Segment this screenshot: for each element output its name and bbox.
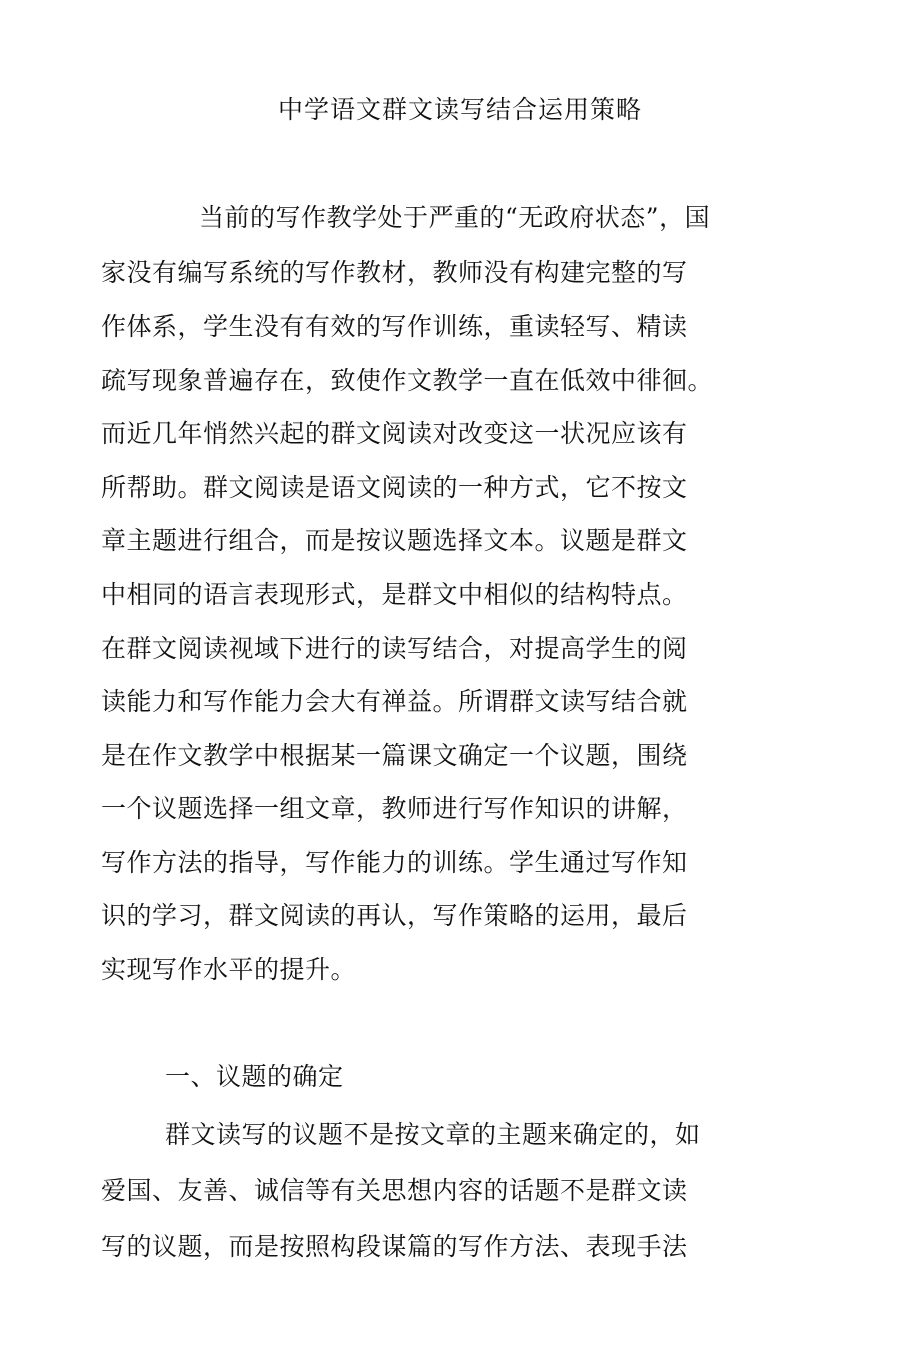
paragraph1-line-14: 识的学习，群文阅读的再认，写作策略的运用，最后 [101,901,688,930]
paragraph1-line-8: 中相同的语言表现形式，是群文中相似的结构特点。 [101,580,688,609]
paragraph2-line-1: 群文读写的议题不是按文章的主题来确定的，如 [165,1120,701,1149]
paragraph1-line-12: 一个议题选择一组文章，教师进行写作知识的讲解， [101,794,688,823]
paragraph1-line-2: 家没有编写系统的写作教材，教师没有构建完整的写 [101,258,688,287]
document-title: 中学语文群文读写结合运用策略 [277,95,642,124]
paragraph1-line-9: 在群文阅读视域下进行的读写结合，对提高学生的阅 [101,634,688,663]
paragraph1-line-10: 读能力和写作能力会大有禅益。所谓群文读写结合就 [101,687,688,716]
paragraph1-line-6: 所帮助。群文阅读是语文阅读的一种方式，它不按文 [101,473,688,502]
paragraph1-line-5: 而近几年悄然兴起的群文阅读对改变这一状况应该有 [101,419,688,448]
section-heading: 一、议题的确定 [165,1062,344,1091]
paragraph2-line-2: 爱国、友善、诚信等有关思想内容的话题不是群文读 [101,1176,688,1205]
paragraph1-line-11: 是在作文教学中根据某一篇课文确定一个议题，围绕 [101,741,688,770]
paragraph1-line-3: 作体系，学生没有有效的写作训练，重读轻写、精读 [101,312,688,341]
paragraph1-line-1: 当前的写作教学处于严重的“无政府状态”，国 [199,203,711,232]
paragraph1-line-13: 写作方法的指导，写作能力的训练。学生通过写作知 [101,848,688,877]
paragraph1-line-7: 章主题进行组合，而是按议题选择文本。议题是群文 [101,526,688,555]
paragraph2-line-3: 写的议题，而是按照构段谋篇的写作方法、表现手法 [101,1232,688,1261]
paragraph1-line-15: 实现写作水平的提升。 [101,955,357,984]
paragraph1-line-4: 疏写现象普遍存在，致使作文教学一直在低效中徘徊。 [101,366,714,395]
